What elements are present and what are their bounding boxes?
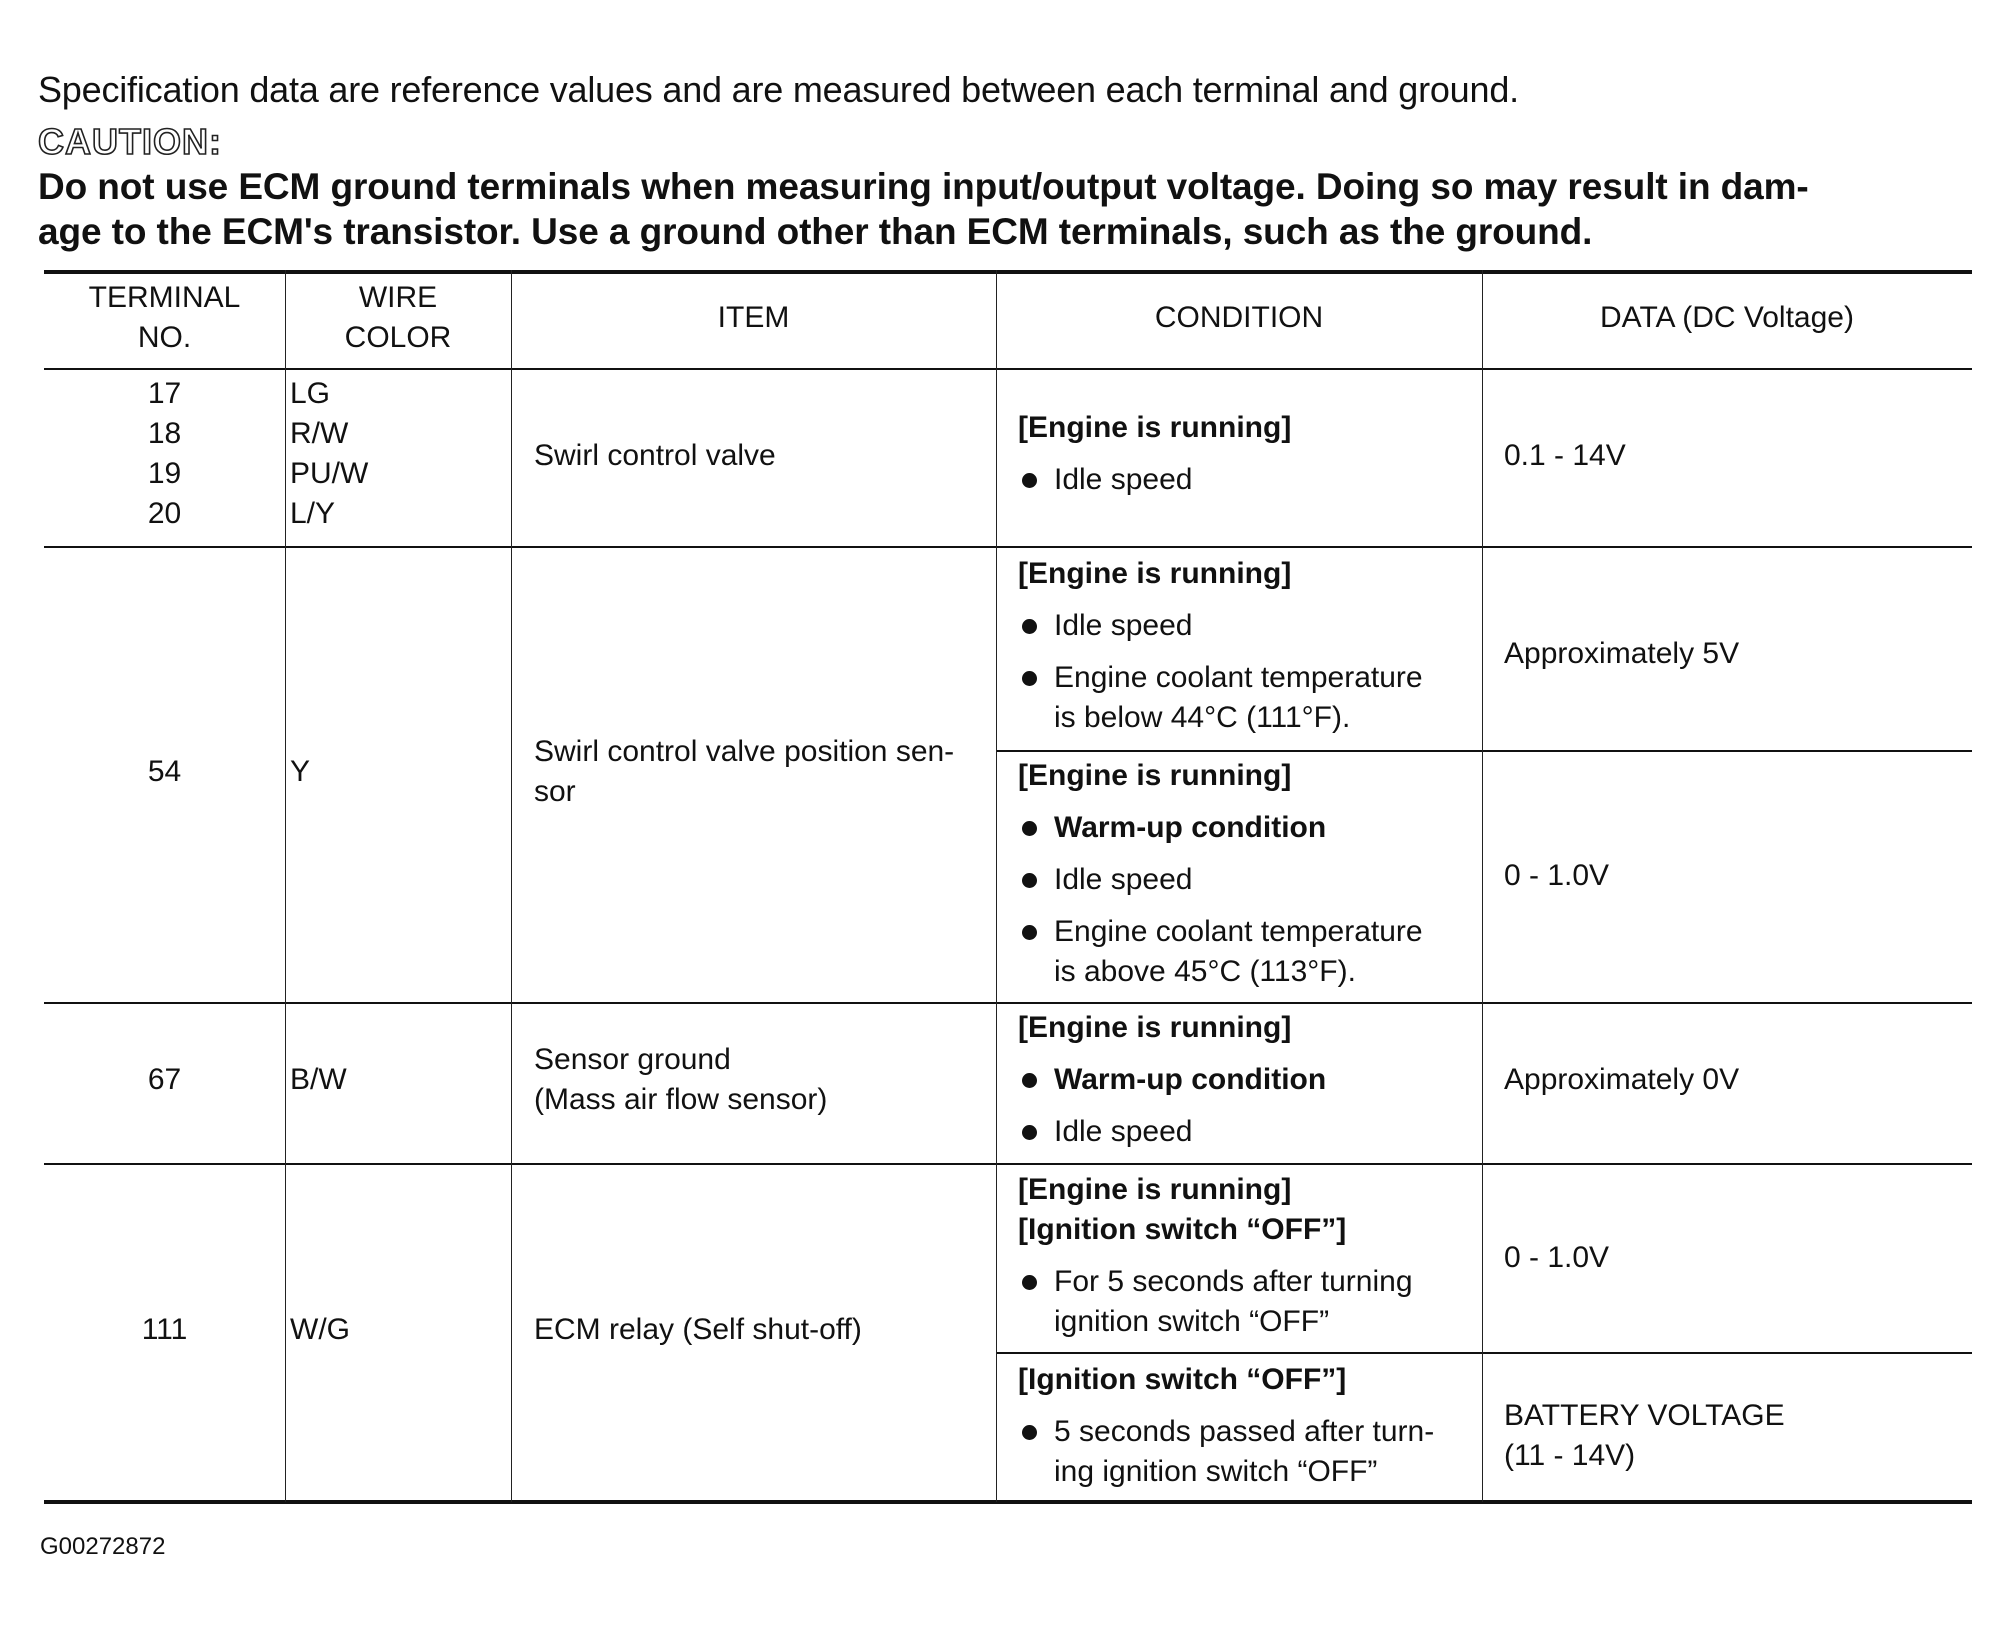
column-divider [1482, 270, 1483, 1502]
table-row-wires [290, 752, 510, 792]
bullet-icon [1022, 1125, 1037, 1140]
bullet-icon [1022, 619, 1037, 634]
bullet-text: 5 seconds passed after turn- [1054, 1415, 1435, 1448]
condition-bullet [1018, 808, 1478, 848]
table-bottom-rule [44, 1500, 1972, 1504]
header-condition: CONDITION [1154, 301, 1324, 334]
row-divider [44, 546, 1972, 548]
wire-color: PU/W [290, 457, 369, 490]
caution-line-1: Do not use ECM ground terminals when measuring input/output voltage. Doing so may result in dam- [38, 166, 1809, 207]
condition-cell [1018, 756, 1478, 992]
condition-cell [1018, 408, 1478, 500]
item-cell [534, 732, 994, 812]
condition-bullet [1018, 1412, 1478, 1492]
data-value: Approximately 5V [1504, 637, 1740, 670]
wire-color: W/G [290, 1313, 350, 1346]
data-value: Approximately 0V [1504, 1063, 1740, 1096]
bullet-text-cont: ignition switch “OFF” [1054, 1305, 1330, 1338]
data-cell [1504, 1060, 1964, 1100]
bullet-text: Warm-up condition [1054, 811, 1327, 844]
sub-row-divider [996, 750, 1972, 752]
bullet-text: Idle speed [1054, 609, 1193, 642]
table-top-rule [44, 270, 1972, 274]
bullet-icon [1022, 821, 1037, 836]
data-value: (11 - 14V) [1504, 1439, 1636, 1472]
bullet-text: Idle speed [1054, 463, 1193, 496]
wire-color: LG [290, 377, 331, 410]
data-value: 0 - 1.0V [1504, 859, 1610, 892]
header-wire-line1: WIRE [358, 281, 438, 314]
condition-heading: [Engine is running] [1018, 1011, 1292, 1044]
table-row-terminals [44, 752, 285, 792]
bullet-icon [1022, 671, 1037, 686]
row-divider [44, 1163, 1972, 1165]
condition-heading: [Engine is running] [1018, 759, 1292, 792]
bullet-icon [1022, 1275, 1037, 1290]
wire-color: R/W [290, 417, 349, 450]
item-text: Swirl control valve position sen- [534, 735, 955, 768]
data-value: BATTERY VOLTAGE [1504, 1399, 1785, 1432]
condition-cell [1018, 1008, 1478, 1152]
data-cell [1504, 856, 1964, 896]
condition-bullet [1018, 860, 1478, 900]
data-value: 0 - 1.0V [1504, 1241, 1610, 1274]
header-terminal-no [44, 278, 285, 358]
wire-color: Y [290, 755, 311, 788]
bullet-text: Warm-up condition [1054, 1063, 1327, 1096]
condition-bullet [1018, 658, 1478, 738]
condition-cell [1018, 1360, 1478, 1492]
bullet-icon [1022, 873, 1037, 888]
caution-label: CAUTION: [38, 121, 222, 162]
terminal-no: 17 [147, 377, 182, 410]
wire-color: L/Y [290, 497, 336, 530]
caution-text [38, 164, 1978, 254]
condition-cell [1018, 1170, 1478, 1342]
caution-line-2: age to the ECM's transistor. Use a ground other than ECM terminals, such as the ground. [38, 211, 1593, 252]
item-text: sor [534, 775, 576, 808]
data-cell [1504, 1238, 1964, 1278]
bullet-text: Idle speed [1054, 1115, 1193, 1148]
terminal-no: 18 [147, 417, 182, 450]
header-wire-line2: COLOR [344, 321, 452, 354]
item-cell [534, 436, 994, 476]
bullet-icon [1022, 1425, 1037, 1440]
item-cell [534, 1310, 994, 1350]
bullet-icon [1022, 1073, 1037, 1088]
item-text: Sensor ground [534, 1043, 731, 1076]
sub-row-divider [996, 1352, 1972, 1354]
figure-code: G00272872 [40, 1533, 166, 1560]
data-cell [1504, 634, 1964, 674]
row-divider [44, 1002, 1972, 1004]
column-divider [285, 270, 286, 1502]
condition-bullet [1018, 912, 1478, 992]
table-row-terminals [44, 374, 285, 534]
condition-heading: [Engine is running] [1018, 411, 1292, 444]
item-text: (Mass air flow sensor) [534, 1083, 828, 1116]
condition-cell [1018, 554, 1478, 738]
header-terminal-line2: NO. [137, 321, 192, 354]
bullet-text-cont: is below 44°C (111°F). [1054, 701, 1351, 734]
data-cell [1504, 1396, 1964, 1476]
condition-bullet [1018, 1112, 1478, 1152]
terminal-no: 54 [147, 755, 182, 788]
header-bottom-rule [44, 368, 1972, 370]
bullet-icon [1022, 925, 1037, 940]
column-divider [996, 270, 997, 1502]
header-item: ITEM [717, 301, 790, 334]
terminal-spec-table [44, 270, 1972, 1504]
condition-bullet [1018, 1060, 1478, 1100]
header-wire-color [285, 278, 511, 358]
table-row-wires [290, 1060, 510, 1100]
column-divider [511, 270, 512, 1502]
terminal-no: 20 [147, 497, 182, 530]
condition-bullet [1018, 1262, 1478, 1342]
bullet-text: Engine coolant temperature [1054, 661, 1423, 694]
condition-heading: [Engine is running] [1018, 557, 1292, 590]
condition-bullet [1018, 460, 1478, 500]
terminal-no: 111 [141, 1313, 188, 1346]
data-cell [1504, 436, 1964, 476]
bullet-text-cont: ing ignition switch “OFF” [1054, 1455, 1378, 1488]
condition-heading: [Ignition switch “OFF”] [1018, 1363, 1347, 1396]
wire-color: B/W [290, 1063, 347, 1096]
table-row-wires [290, 374, 510, 534]
item-text: ECM relay (Self shut-off) [534, 1313, 862, 1346]
bullet-icon [1022, 473, 1037, 488]
condition-heading: [Ignition switch “OFF”] [1018, 1213, 1347, 1246]
table-row-terminals [44, 1060, 285, 1100]
bullet-text: For 5 seconds after turning [1054, 1265, 1413, 1298]
condition-bullet [1018, 606, 1478, 646]
table-row-wires [290, 1310, 510, 1350]
bullet-text: Engine coolant temperature [1054, 915, 1423, 948]
data-value: 0.1 - 14V [1504, 439, 1626, 472]
bullet-text: Idle speed [1054, 863, 1193, 896]
intro-text: Specification data are reference values and are measured between each terminal and ground. [38, 69, 1519, 110]
header-data: DATA (DC Voltage) [1600, 301, 1854, 334]
table-row-terminals [44, 1310, 285, 1350]
condition-heading: [Engine is running] [1018, 1173, 1292, 1206]
bullet-text-cont: is above 45°C (113°F). [1054, 955, 1356, 988]
terminal-no: 67 [147, 1063, 182, 1096]
header-terminal-line1: TERMINAL [88, 281, 241, 314]
item-cell [534, 1040, 994, 1120]
terminal-no: 19 [147, 457, 182, 490]
item-text: Swirl control valve [534, 439, 776, 472]
